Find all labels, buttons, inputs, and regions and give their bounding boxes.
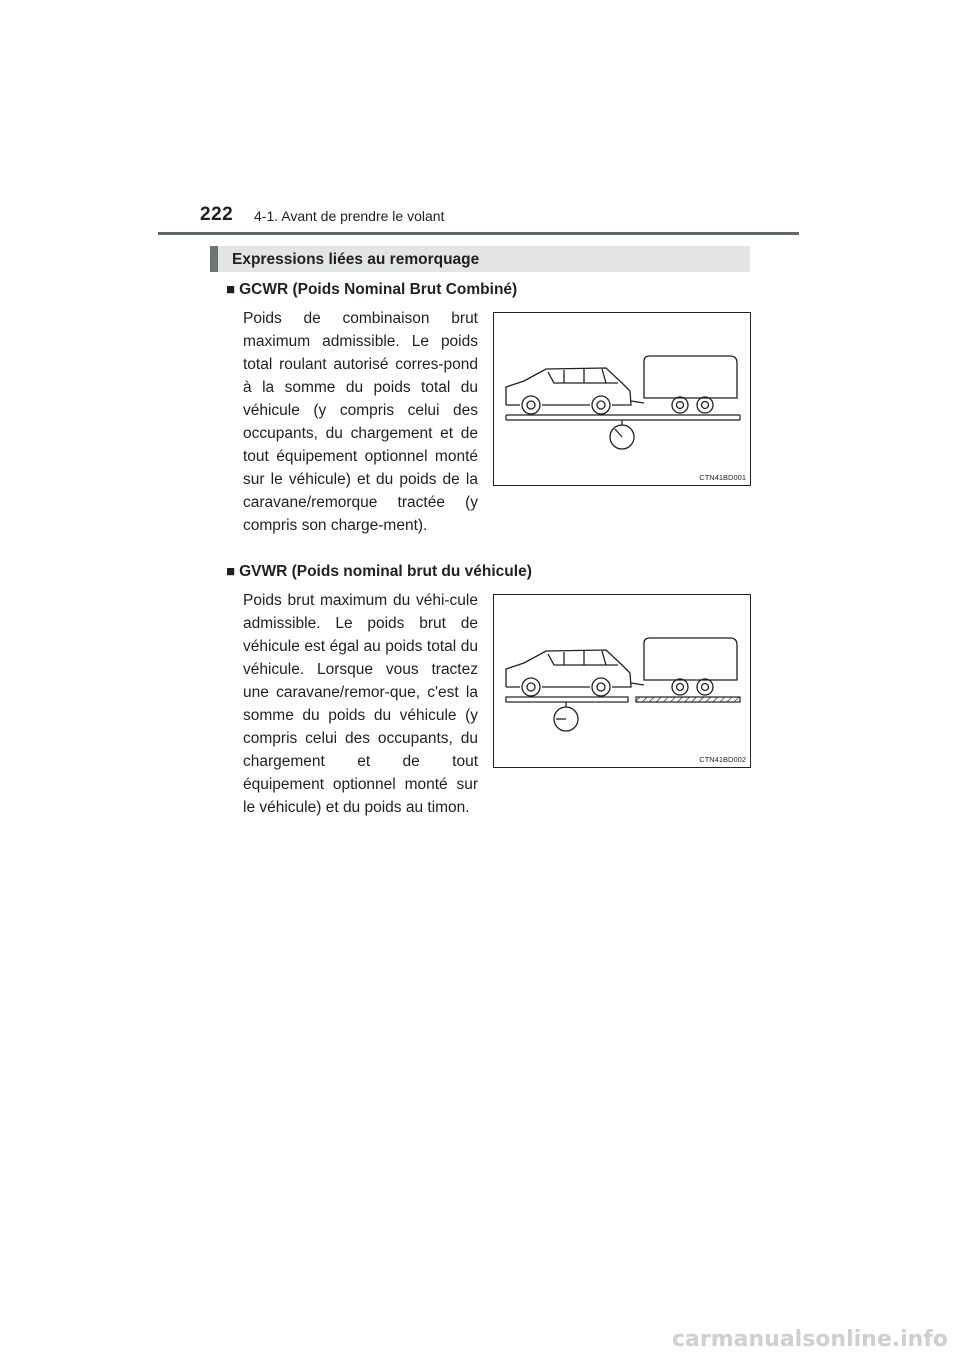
chapter-title: 4-1. Avant de prendre le volant (254, 208, 445, 224)
bullet-square-icon: ■ (226, 563, 236, 580)
figure-gvwr (493, 594, 751, 768)
subheading-gcwr (226, 281, 517, 299)
trailer-icon (644, 638, 737, 695)
figure-code: CTN41BD002 (699, 755, 746, 764)
section-title-bar (210, 246, 750, 272)
trailer-icon (644, 356, 737, 413)
suv-icon (506, 650, 644, 696)
subheading-gvwr (226, 563, 532, 581)
page-number: 222 (200, 204, 234, 225)
header-rule (158, 232, 799, 235)
watermark: carmanualsonline.info (672, 1327, 948, 1352)
ground-scale (506, 697, 740, 702)
scale-gauge-icon (554, 702, 578, 731)
section-title: Expressions liées au remorquage (232, 251, 480, 268)
gvwr-paragraph: Poids brut maximum du véhi-cule admissible. Le poids brut de véhicule est égal au poids total du véhicule. Lorsque vous tractez une caravane/remor-que, c'est la somme du poids du véhicule (y compris celui des occupants, du chargement et de tout équipement optionnel monté sur le véhicule) et du poids au timon. (243, 592, 478, 816)
figure-gcwr (493, 312, 751, 486)
bullet-square-icon: ■ (226, 281, 236, 298)
ground-scale (506, 415, 740, 420)
figure-code: CTN41BD001 (699, 473, 746, 482)
scale-gauge-icon (610, 420, 634, 449)
subheading-gcwr-text: GCWR (Poids Nominal Brut Combiné) (239, 281, 518, 298)
suv-icon (506, 368, 644, 414)
subheading-gvwr-text: GVWR (Poids nominal brut du véhicule) (239, 563, 532, 580)
gcwr-paragraph: Poids de combinaison brut maximum admissible. Le poids total roulant autorisé corres-pond à la somme du poids total du véhicule (y compris celui des occupants, du chargement et de tout équipement optionnel monté sur le véhicule) et du poids de la caravane/remorque tractée (y compris son charge-ment). (243, 310, 478, 534)
